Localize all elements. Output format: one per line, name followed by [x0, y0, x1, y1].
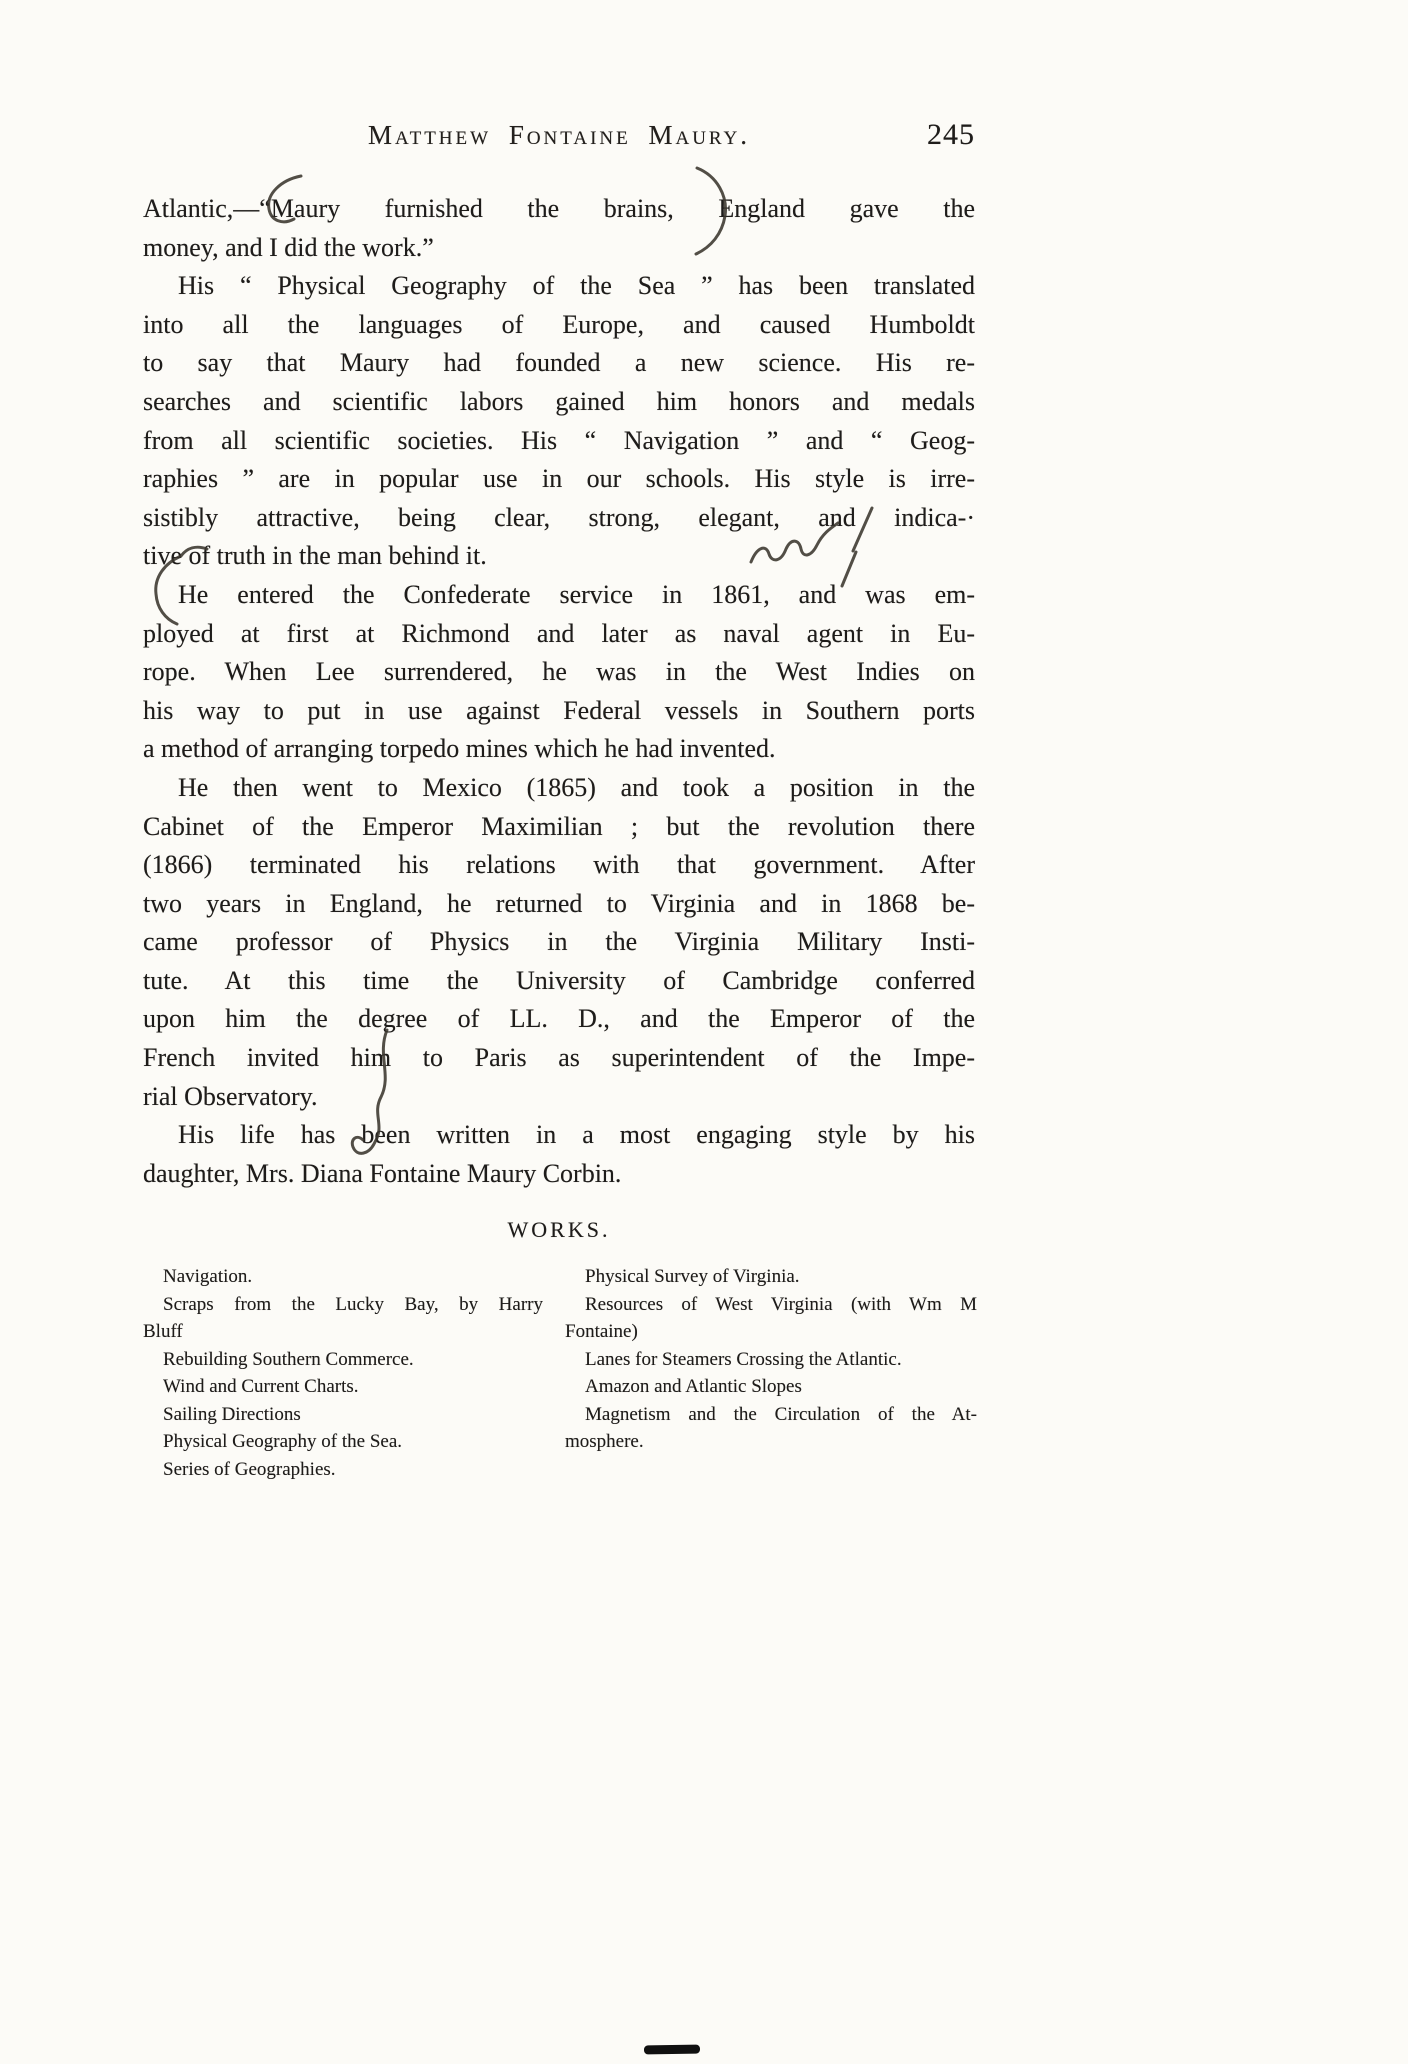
work-item: [565, 1263, 977, 1291]
body-text: [143, 190, 975, 1193]
text-line: His life has been written in a most engaging style by his: [178, 1120, 975, 1150]
text-line: Bluff: [143, 1321, 183, 1343]
paragraph: [143, 769, 975, 1116]
text-line: daughter, Mrs. Diana Fontaine Maury Corbin.: [143, 1158, 622, 1188]
text-line: Cabinet of the Emperor Maximilian ; but the revolution there: [143, 811, 975, 841]
text-line: Lanes for Steamers Crossing the Atlantic.: [585, 1348, 902, 1370]
text-line: (1866) terminated his relations with that government. After: [143, 850, 975, 880]
text-line: mosphere.: [565, 1431, 644, 1453]
text-line: tive of truth in the man behind it.: [143, 541, 487, 571]
page-number: 245: [927, 118, 975, 151]
work-item: [143, 1456, 543, 1484]
text-line: Navigation.: [163, 1266, 253, 1288]
text-line: searches and scientific labors gained him honors and medals: [143, 386, 975, 416]
text-line: a method of arranging torpedo mines which he had invented.: [143, 734, 776, 764]
text-line: his way to put in use against Federal vessels in Southern ports: [143, 695, 975, 725]
text-line: Rebuilding Southern Commerce.: [163, 1348, 414, 1370]
text-block: [143, 118, 977, 1480]
text-line: money, and I did the work.”: [143, 232, 434, 262]
text-line: Physical Geography of the Sea.: [163, 1431, 403, 1453]
works-column-right: [565, 1263, 977, 1456]
text-line: Sailing Directions: [163, 1403, 301, 1425]
text-line: Amazon and Atlantic Slopes: [585, 1376, 802, 1398]
text-line: Scraps from the Lucky Bay, by Harry: [163, 1293, 543, 1315]
text-line: rope. When Lee surrendered, he was in the West Indies on: [143, 657, 975, 687]
text-line: came professor of Physics in the Virginia Military Insti-: [143, 927, 975, 957]
works-column-left: [143, 1263, 543, 1483]
work-item: [565, 1373, 977, 1401]
work-item: [565, 1346, 977, 1374]
text-line: upon him the degree of LL. D., and the Emperor of the: [143, 1004, 975, 1034]
text-line: He entered the Confederate service in 1861, and was em-: [178, 579, 975, 609]
text-line: Fontaine): [565, 1321, 638, 1343]
text-line: tute. At this time the University of Cambridge conferred: [143, 965, 975, 995]
text-line: into all the languages of Europe, and caused Humboldt: [143, 309, 975, 339]
work-item: [143, 1263, 543, 1291]
text-line: Magnetism and the Circulation of the At-: [585, 1403, 977, 1425]
paragraph: [143, 267, 975, 576]
work-item: [143, 1401, 543, 1429]
paragraph: [143, 576, 975, 769]
text-line: Resources of West Virginia (with Wm M: [585, 1293, 977, 1315]
text-line: He then went to Mexico (1865) and took a position in the: [178, 772, 975, 802]
text-line: raphies ” are in popular use in our schools. His style is irre-: [143, 464, 975, 494]
work-item: [143, 1428, 543, 1456]
works-heading: WORKS.: [507, 1217, 611, 1243]
page-header: [143, 120, 975, 162]
scan-edge-mark: [644, 2045, 700, 2055]
work-item: [565, 1401, 977, 1456]
text-line: Series of Geographies.: [163, 1458, 336, 1480]
paragraph: [143, 1116, 975, 1193]
text-line: French invited him to Paris as superintendent of the Impe-: [143, 1043, 975, 1073]
paragraph: [143, 190, 975, 267]
text-line: Atlantic,—“Maury furnished the brains, England gave the: [143, 194, 975, 223]
text-line: two years in England, he returned to Virginia and in 1868 be-: [143, 888, 975, 918]
text-line: sistibly attractive, being clear, strong, elegant, and indica-·: [143, 502, 975, 532]
work-item: [565, 1291, 977, 1346]
work-item: [143, 1346, 543, 1374]
work-item: [143, 1373, 543, 1401]
text-line: ployed at first at Richmond and later as naval agent in Eu-: [143, 618, 975, 648]
text-line: rial Observatory.: [143, 1081, 318, 1111]
work-item: [143, 1291, 543, 1346]
running-title: Matthew Fontaine Maury.: [367, 120, 751, 150]
text-line: His “ Physical Geography of the Sea ” has been translated: [178, 271, 975, 301]
text-line: Wind and Current Charts.: [163, 1376, 359, 1398]
text-line: from all scientific societies. His “ Navigation ” and “ Geog-: [143, 425, 975, 455]
text-line: to say that Maury had founded a new science. His re-: [143, 348, 975, 378]
text-line: Physical Survey of Virginia.: [585, 1266, 800, 1288]
